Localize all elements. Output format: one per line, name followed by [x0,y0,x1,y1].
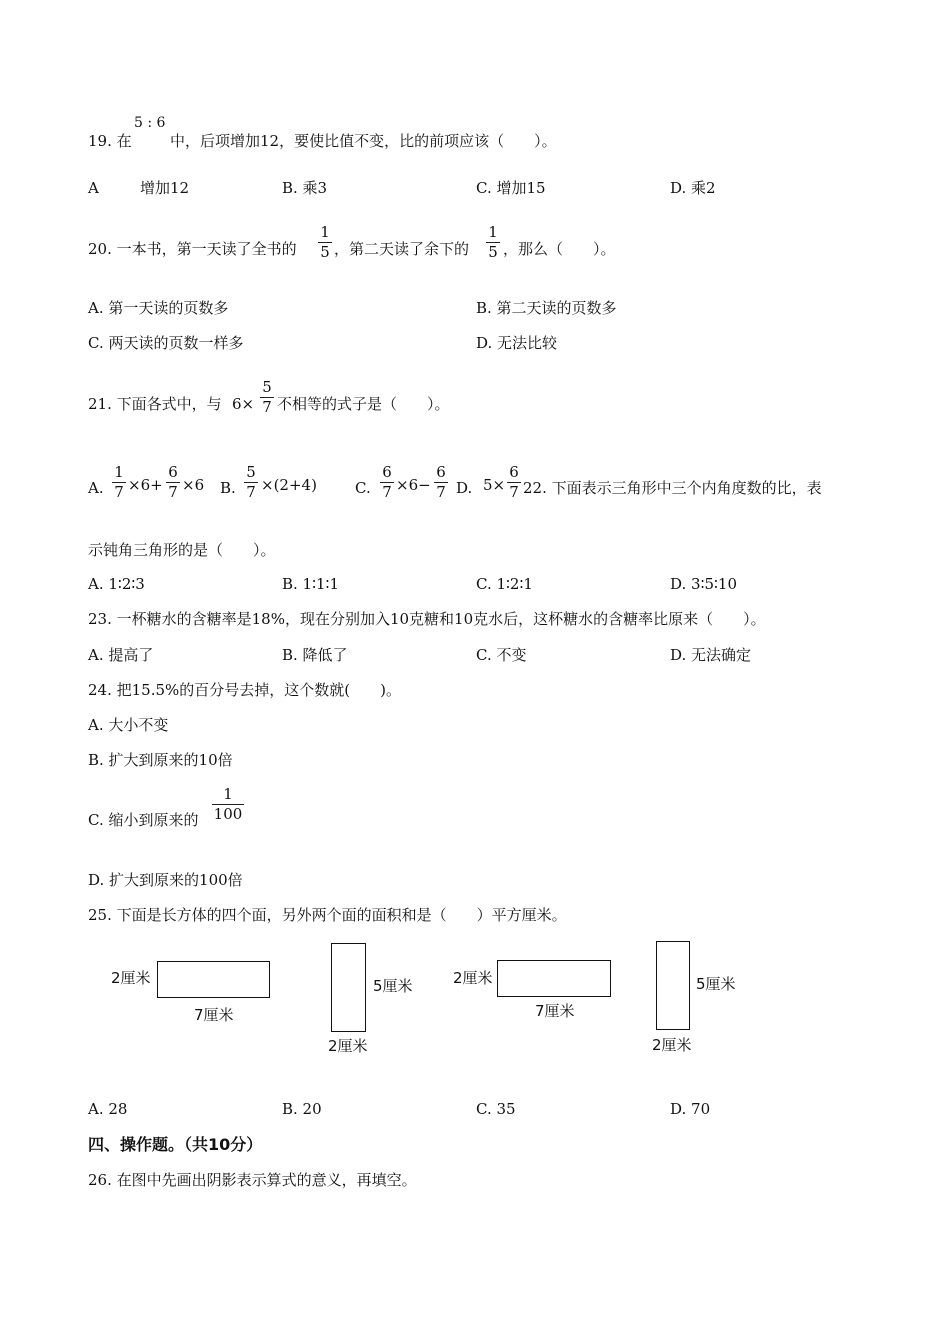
q22-option-c[interactable]: C. 1∶2∶1 [476,575,533,593]
q21-option-c-mid: ×6− [396,476,431,494]
q25-option-d[interactable]: D. 70 [670,1100,711,1118]
q26-text: 26. 在图中先画出阴影表示算式的意义，再填空。 [88,1171,417,1189]
fraction-num: 6 [509,463,519,481]
fraction-den: 7 [168,483,178,501]
q20-fraction-2 [486,225,500,260]
q25-figure-2-bottom-label: 2厘米 [328,1037,368,1055]
fraction-den: 7 [114,483,124,501]
fraction-den: 100 [213,805,243,823]
q20-option-b[interactable]: B. 第二天读的页数多 [476,299,617,317]
q19-option-c[interactable]: C. 增加15 [476,179,546,197]
q19-text: 中，后项增加12，要使比值不变，比的前项应该（ ）。 [170,132,557,150]
q23-text: 23. 一杯糖水的含糖率是18%，现在分别加入10克糖和10克水后，这杯糖水的含糖率比原来（ ）。 [88,610,766,628]
fraction-den: 7 [436,483,446,501]
q21-option-a-fraction-2 [166,465,180,500]
fraction-num: 6 [436,463,446,481]
q20-part2: ，第二天读了余下的 [334,240,470,258]
q19-prefix: 19. 在 [88,132,132,150]
q19-option-a[interactable]: 增加12 [140,179,190,197]
q20-part1: 20. 一本书，第一天读了全书的 [88,240,297,258]
q21-option-b-fraction [244,465,258,500]
q23-option-d[interactable]: D. 无法确定 [670,646,752,664]
q23-option-a[interactable]: A. 提高了 [88,646,154,664]
q24-option-a[interactable]: A. 大小不变 [88,716,169,734]
q21-suffix: 不相等的式子是（ ）。 [277,395,450,413]
q25-option-a[interactable]: A. 28 [88,1100,128,1118]
q24-option-c-fraction [212,787,244,822]
q19-option-b[interactable]: B. 乘3 [282,179,328,197]
q25-option-b[interactable]: B. 20 [282,1100,322,1118]
q19-ratio: 5 : 6 [134,115,166,131]
q20-option-a[interactable]: A. 第一天读的页数多 [88,299,229,317]
fraction-num: 6 [382,463,392,481]
q21-prefix: 21. 下面各式中，与 [88,395,222,413]
q20-fraction-1-num: 1 [320,223,330,241]
q19-option-a-label[interactable]: A [88,179,99,197]
q19-option-d[interactable]: D. 乘2 [670,179,716,197]
q25-figure-4-bottom-label: 2厘米 [652,1036,692,1054]
q21-option-c-fraction-2 [434,465,448,500]
q22-option-d[interactable]: D. 3∶5∶10 [670,575,738,593]
q20-fraction-2-den: 5 [488,243,498,261]
fraction-den: 7 [246,483,256,501]
fraction-num: 5 [246,463,256,481]
fraction-den: 7 [509,483,519,501]
q25-figure-4-side-label: 5厘米 [696,975,736,993]
q25-figure-3-bottom-label: 7厘米 [535,1002,575,1020]
q22-line2: 示钝角三角形的是（ ）。 [88,541,276,559]
q21-option-b-label[interactable]: B. [220,479,236,497]
q25-text: 25. 下面是长方体的四个面，另外两个面的面积和是（ ）平方厘米。 [88,906,567,924]
q22-line1: 22. 下面表示三角形中三个内角度数的比，表 [523,479,822,497]
q25-figure-3-side-label: 2厘米 [453,969,493,987]
q25-figure-1-side-label: 2厘米 [111,969,151,987]
q20-fraction-1 [318,225,332,260]
q21-expr-lead: 6× [232,395,255,413]
q20-fraction-2-num: 1 [488,223,498,241]
q25-figure-2-side-label: 5厘米 [373,977,413,995]
q20-option-c[interactable]: C. 两天读的页数一样多 [88,334,244,352]
q21-fraction [260,380,274,415]
q21-option-a-fraction-1 [112,465,126,500]
q20-fraction-1-den: 5 [320,243,330,261]
q21-option-d-fraction [507,465,521,500]
fraction-den: 7 [382,483,392,501]
q25-figure-2-rectangle [331,943,366,1032]
q24-text: 24. 把15.5%的百分号去掉，这个数就( )。 [88,681,401,699]
fraction-num: 1 [223,785,233,803]
q21-option-a-tail: ×6 [182,476,205,494]
q20-part3: ，那么（ ）。 [503,240,616,258]
q21-option-c-label[interactable]: C. [355,479,371,497]
q21-option-d-label[interactable]: D. [456,479,473,497]
section-4-heading: 四、操作题。（共10分） [88,1135,263,1154]
q21-fraction-num: 5 [262,378,272,396]
q25-figure-1-bottom-label: 7厘米 [194,1006,234,1024]
q22-option-b[interactable]: B. 1∶1∶1 [282,575,339,593]
q21-option-b-tail: ×(2+4) [261,476,317,494]
q22-option-a[interactable]: A. 1∶2∶3 [88,575,145,593]
q21-option-d-lead: 5× [483,476,506,494]
q21-fraction-den: 7 [262,398,272,416]
q24-option-b[interactable]: B. 扩大到原来的10倍 [88,751,233,769]
q25-figure-4-rectangle [656,941,690,1030]
fraction-num: 6 [168,463,178,481]
q24-option-d[interactable]: D. 扩大到原来的100倍 [88,871,243,889]
q25-option-c[interactable]: C. 35 [476,1100,516,1118]
q25-figure-1-rectangle [157,961,270,998]
fraction-num: 1 [114,463,124,481]
q23-option-b[interactable]: B. 降低了 [282,646,348,664]
q21-option-a-label[interactable]: A. [88,479,104,497]
q23-option-c[interactable]: C. 不变 [476,646,527,664]
q25-figure-3-rectangle [497,960,611,997]
q24-option-c[interactable]: C. 缩小到原来的 [88,811,199,829]
q20-option-d[interactable]: D. 无法比较 [476,334,558,352]
q21-option-c-fraction-1 [380,465,394,500]
q21-option-a-mid: ×6+ [128,476,163,494]
